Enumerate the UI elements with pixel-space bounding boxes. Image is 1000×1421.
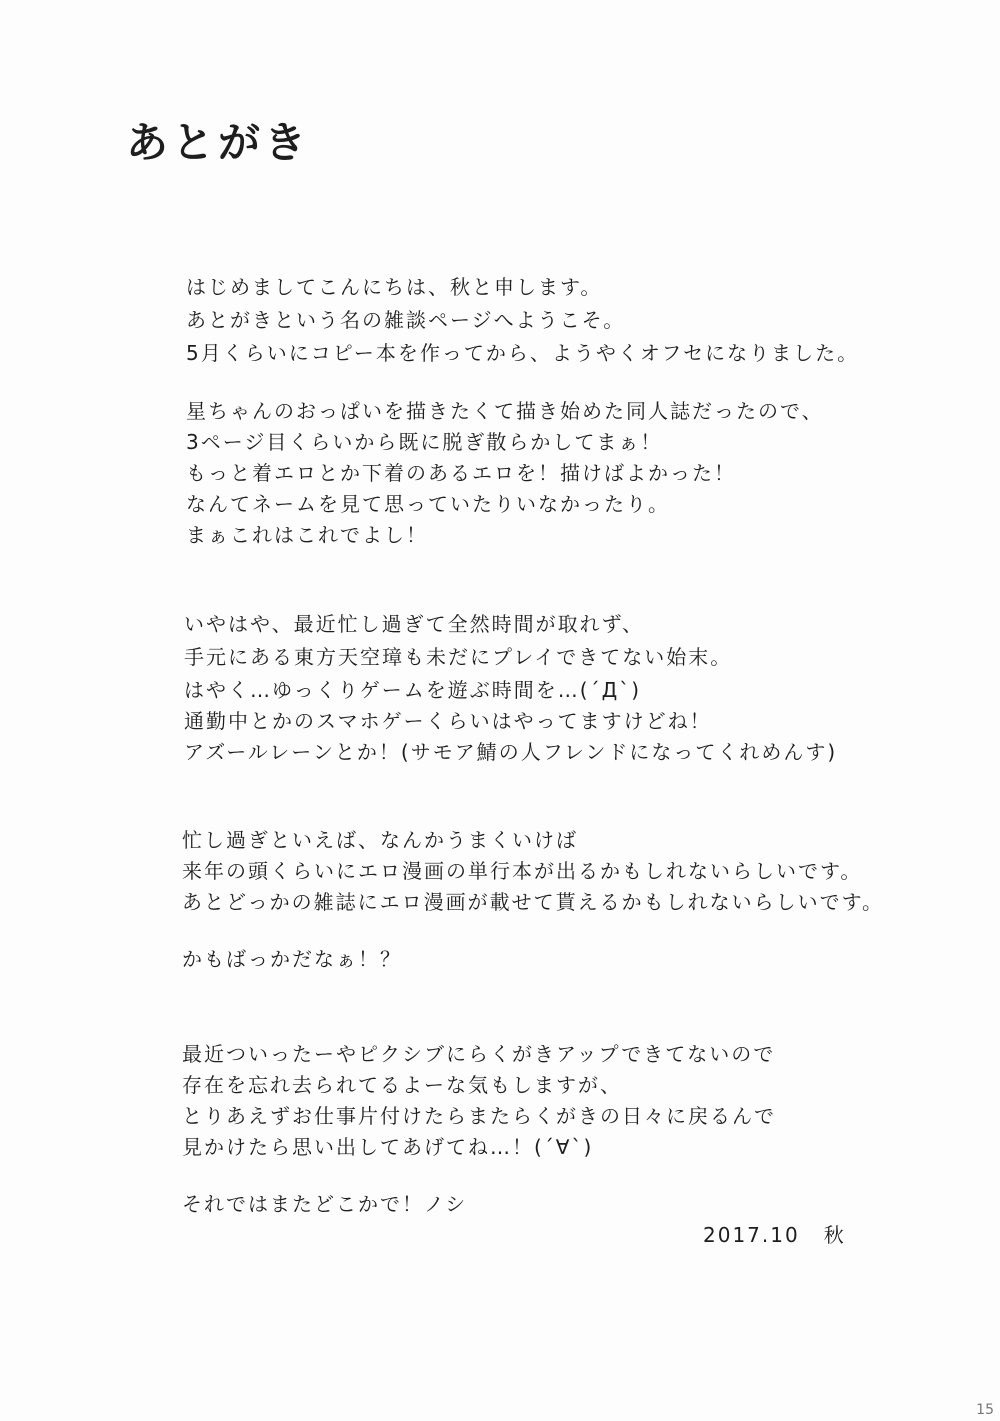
signature-author: 秋: [823, 1223, 846, 1247]
text-line: はやく…ゆっくりゲームを遊ぶ時間を…(´Д`): [184, 678, 642, 702]
text-line: はじめましてこんにちは、秋と申します。: [186, 275, 603, 299]
text-line: かもばっかだなぁ！？: [182, 947, 402, 971]
text-line: とりあえずお仕事片付けたらまたらくがきの日々に戻るんで: [182, 1104, 776, 1128]
signature-date: 2017.10: [703, 1223, 800, 1247]
text-line: いやはや、最近忙し過ぎて全然時間が取れず、: [184, 612, 644, 636]
text-line: 来年の頭くらいにエロ漫画の単行本が出るかもしれないらしいです。: [182, 859, 863, 883]
text-line: なんてネームを見て思っていたりいなかったり。: [186, 492, 670, 516]
text-line: 手元にある東方天空璋も未だにプレイできてない始末。: [184, 645, 733, 669]
text-line: 星ちゃんのおっぱいを描きたくて描き始めた同人誌だったので、: [186, 399, 824, 423]
text-line: 5月くらいにコピー本を作ってから、ようやくオフセになりました。: [186, 341, 860, 365]
text-line: それではまたどこかで！ノシ: [182, 1192, 468, 1216]
page-number: 15: [976, 1402, 994, 1418]
text-line: 存在を忘れ去られてるよーな気もしますが、: [182, 1073, 622, 1097]
text-line: あとどっかの雑誌にエロ漫画が載せて貰えるかもしれないらしいです。: [182, 890, 884, 914]
text-line: 最近ついったーやピクシブにらくがきアップできてないので: [182, 1042, 776, 1066]
signature: [703, 1222, 846, 1248]
text-line: 見かけたら思い出してあげてね…！(´∀`): [182, 1135, 594, 1159]
text-line: 忙し過ぎといえば、なんかうまくいけば: [182, 828, 578, 852]
text-line: あとがきという名の雑談ページへようこそ。: [186, 308, 626, 332]
text-line: まぁこれはこれでよし！: [186, 523, 428, 547]
page-title: あとがき: [126, 118, 311, 167]
text-line: もっと着エロとか下着のあるエロを！描けばよかった！: [186, 461, 736, 485]
text-line: 3ページ目くらいから既に脱ぎ散らかしてまぁ！: [186, 430, 663, 454]
text-line: 通勤中とかのスマホゲーくらいはやってますけどね！: [184, 709, 712, 733]
text-line: アズールレーンとか！(サモア鯖の人フレンドになってくれめんす): [184, 740, 838, 764]
